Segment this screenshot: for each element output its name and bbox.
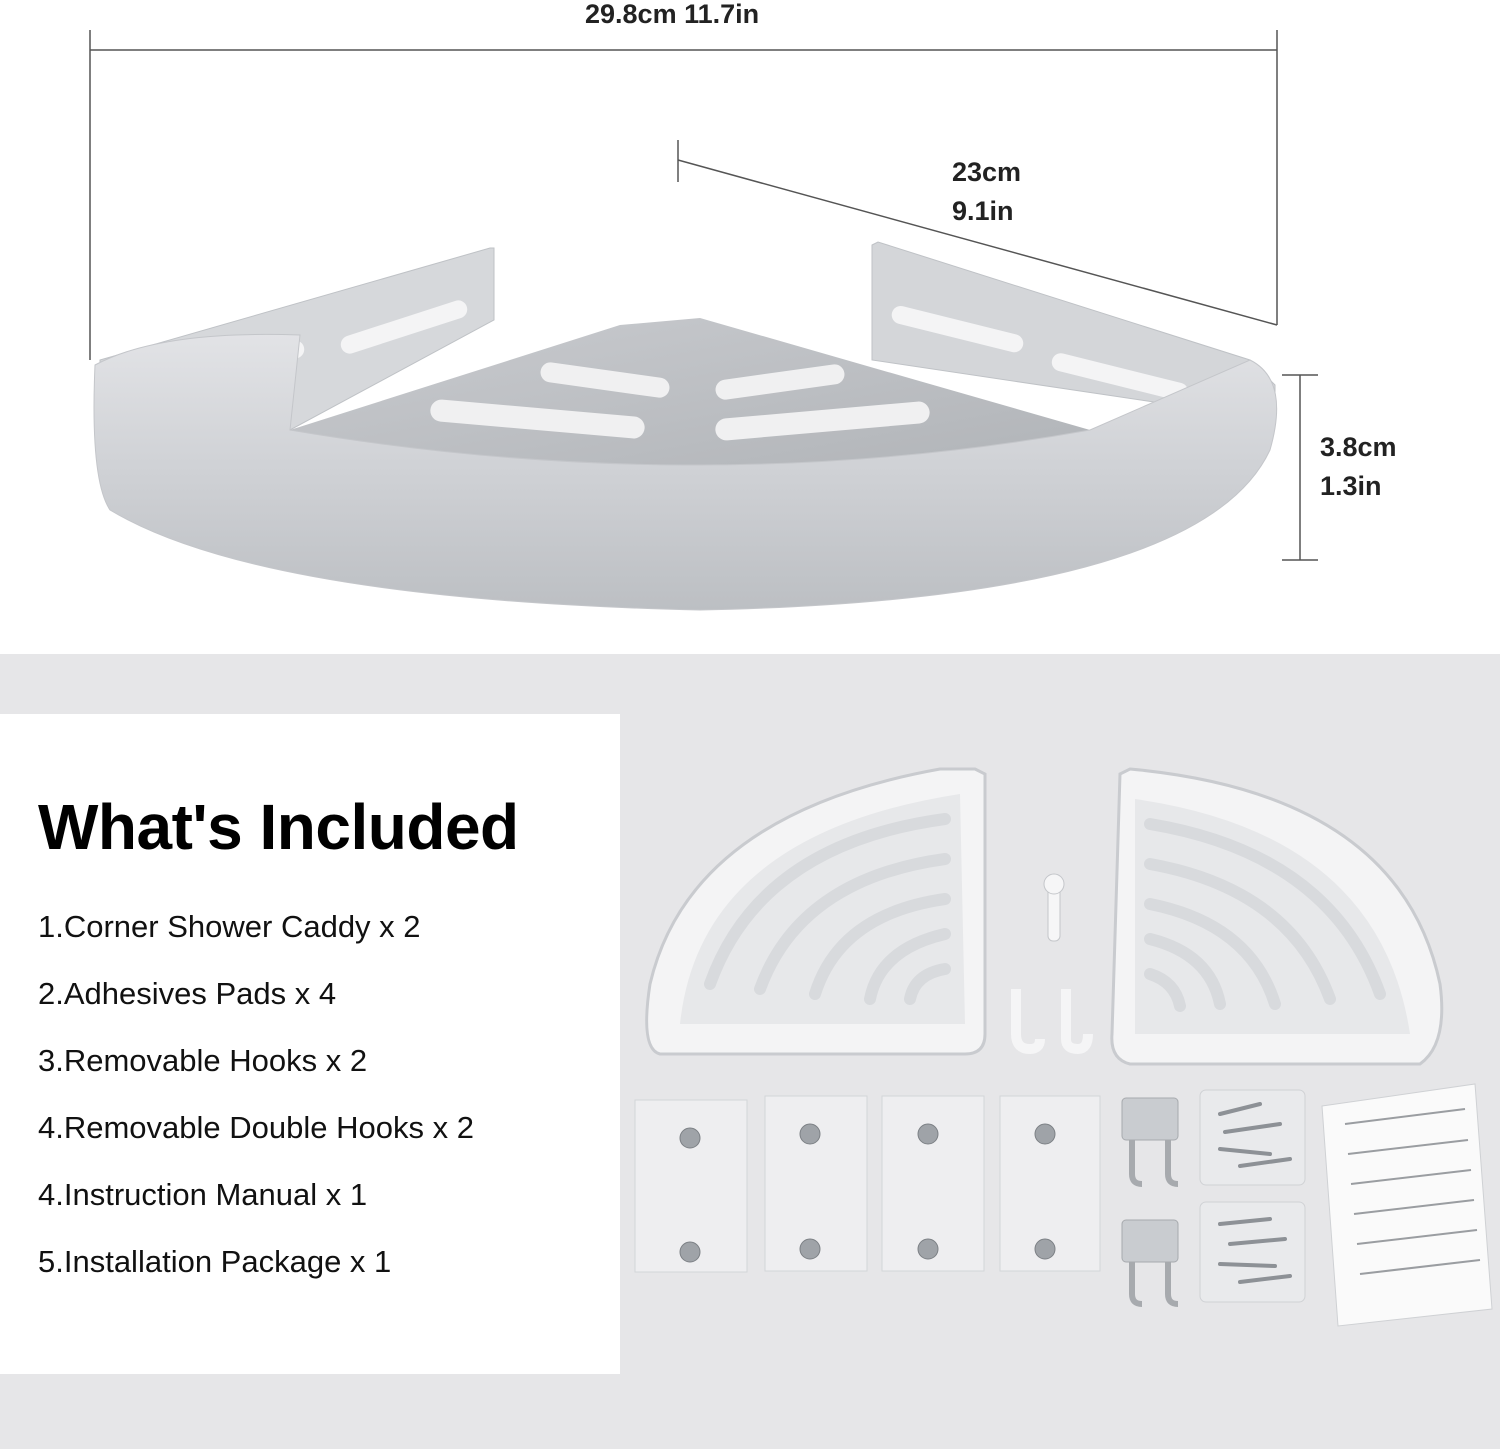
corner-basket-right (1112, 769, 1442, 1064)
height-dimension-in: 1.3in (1320, 471, 1382, 501)
list-item: 1.Corner Shower Caddy x 2 (38, 909, 421, 944)
depth-dimension-in: 9.1in (952, 196, 1014, 226)
installation-package (1200, 1090, 1305, 1302)
corner-shelf-drawing (0, 0, 1500, 654)
wrench-tool (1044, 874, 1064, 941)
width-dimension-line (90, 30, 1277, 360)
adhesive-pads (635, 1096, 1100, 1272)
list-item: 3.Removable Hooks x 2 (38, 1043, 368, 1078)
corner-basket-left (647, 769, 985, 1054)
included-items-list (38, 893, 474, 1295)
list-item: 2.Adhesives Pads x 4 (38, 976, 337, 1011)
double-hooks (1122, 1098, 1178, 1304)
list-item: 4.Removable Double Hooks x 2 (38, 1110, 474, 1145)
height-dimension-line (1282, 375, 1318, 560)
whats-included-title: What's Included (38, 791, 519, 863)
list-item: 5.Installation Package x 1 (38, 1244, 392, 1279)
product-dimensions-section (0, 0, 1500, 654)
instruction-manual (1322, 1084, 1492, 1326)
list-item: 4.Instruction Manual x 1 (38, 1177, 368, 1212)
removable-hooks (1016, 989, 1088, 1049)
height-dimension-cm: 3.8cm (1320, 432, 1397, 462)
depth-dimension-cm: 23cm (952, 157, 1022, 187)
width-dimension-label: 29.8cm 11.7in (585, 0, 760, 29)
